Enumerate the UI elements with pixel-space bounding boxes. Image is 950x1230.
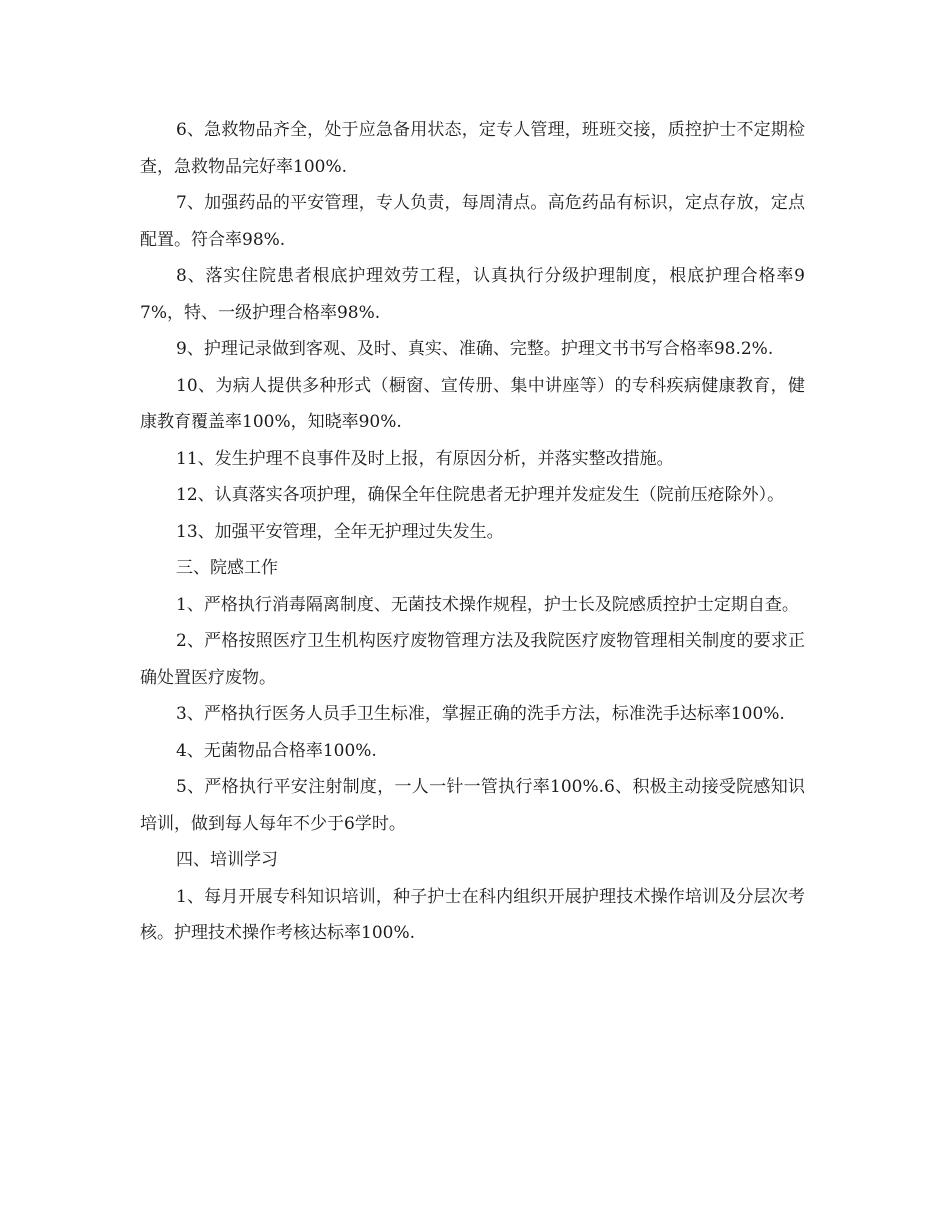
paragraph-item-9: 9、护理记录做到客观、及时、真实、准确、完整。护理文书书写合格率98.2%. bbox=[176, 339, 774, 359]
infection-control-item-2: 2、严格按照医疗卫生机构医疗废物管理方法及我院医疗废物管理相关制度的要求正确处置医疗废物。 bbox=[140, 631, 805, 688]
paragraph-item-12: 12、认真落实各项护理，确保全年住院患者无护理并发症发生（院前压疮除外）。 bbox=[176, 485, 785, 505]
section-heading-infection-control: 三、院感工作 bbox=[176, 558, 278, 578]
training-item-1: 1、每月开展专科知识培训，种子护士在科内组织开展护理技术操作培训及分层次考核。护理技术操作考核达标率100%. bbox=[140, 886, 805, 943]
infection-control-item-1: 1、严格执行消毒隔离制度、无菌技术操作规程，护士长及院感质控护士定期自查。 bbox=[176, 594, 799, 615]
infection-control-item-3: 3、严格执行医务人员手卫生标准，掌握正确的洗手方法，标准洗手达标率100%. bbox=[176, 704, 785, 724]
paragraph-item-11: 11、发生护理不良事件及时上报，有原因分析，并落实整改措施。 bbox=[176, 448, 674, 469]
document-page bbox=[140, 112, 805, 952]
section-heading-training: 四、培训学习 bbox=[176, 850, 278, 870]
paragraph-item-8: 8、落实住院患者根底护理效劳工程，认真执行分级护理制度，根底护理合格率97%，特、一级护理合格率98%. bbox=[140, 266, 805, 323]
infection-control-item-5: 5、严格执行平安注射制度，一人一针一管执行率100%.6、积极主动接受院感知识培训，做到每人每年不少于6学时。 bbox=[140, 777, 805, 834]
paragraph-item-6: 6、急救物品齐全，处于应急备用状态，定专人管理，班班交接，质控护士不定期检查，急救物品完好率100%. bbox=[140, 120, 805, 177]
paragraph-item-7: 7、加强药品的平安管理，专人负责，每周清点。高危药品有标识，定点存放，定点配置。符合率98%. bbox=[140, 193, 805, 250]
paragraph-item-10: 10、为病人提供多种形式（橱窗、宣传册、集中讲座等）的专科疾病健康教育，健康教育覆盖率100%，知晓率90%. bbox=[140, 375, 805, 432]
paragraph-item-13: 13、加强平安管理，全年无护理过失发生。 bbox=[176, 521, 504, 542]
infection-control-item-4: 4、无菌物品合格率100%. bbox=[176, 740, 377, 761]
